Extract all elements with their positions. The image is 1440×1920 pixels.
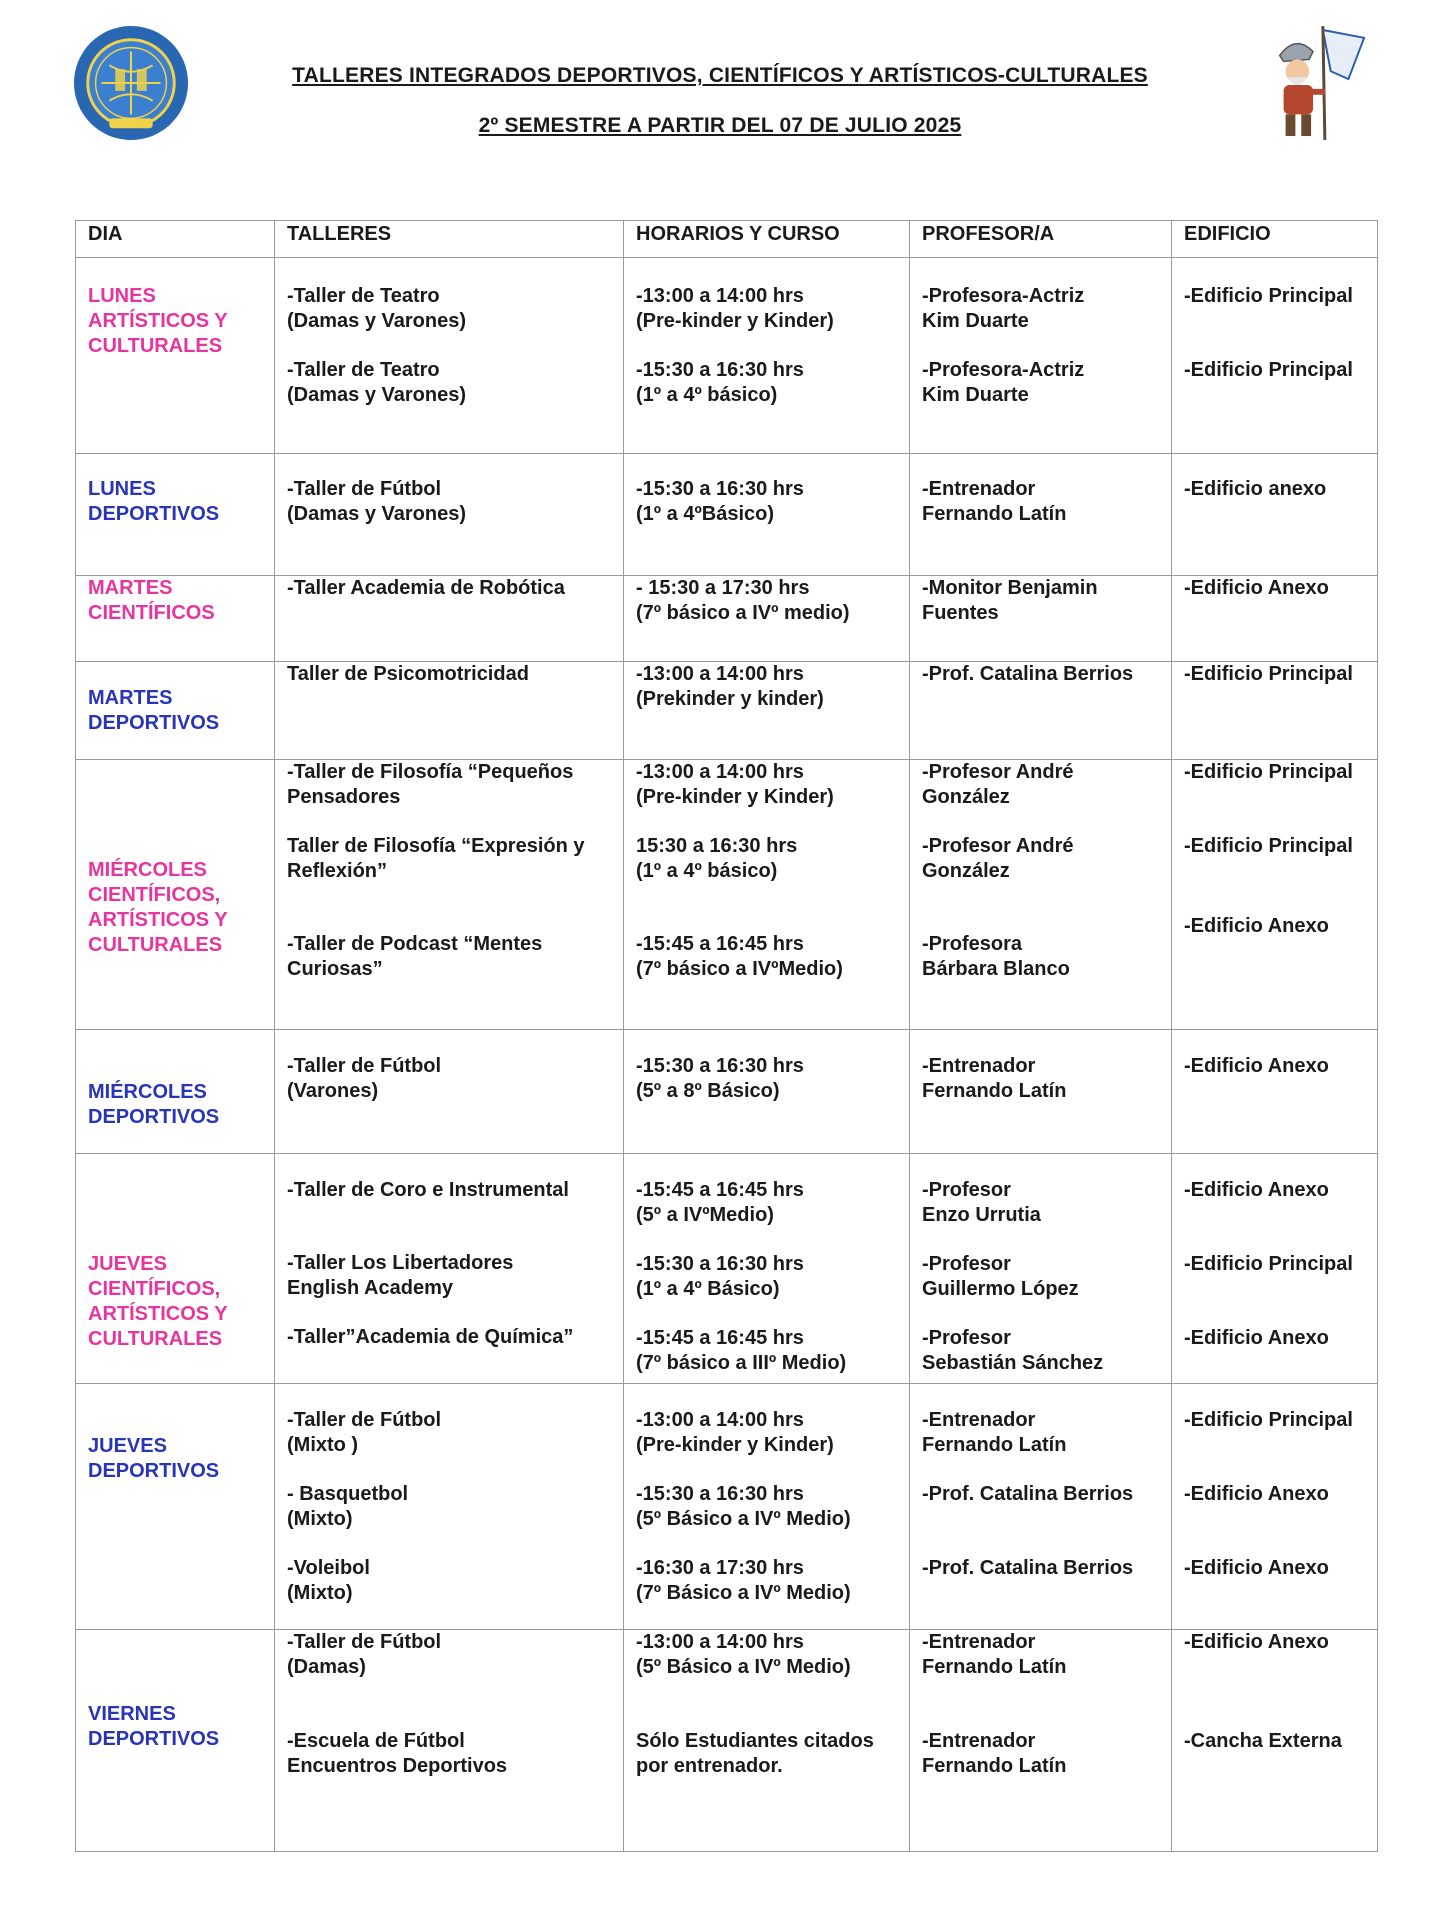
horario-text: -15:30 a 16:30 hrs (5º Básico a IVº Medio): [636, 1483, 851, 1530]
edificio-text: -Edificio Principal: [1184, 1409, 1353, 1431]
day-cell: JUEVES DEPORTIVOS: [76, 1384, 275, 1630]
day-cell: MARTES CIENTÍFICOS: [76, 576, 275, 662]
taller-text: -Taller de Coro e Instrumental: [287, 1179, 569, 1201]
horario-text: Sólo Estudiantes citados por entrenador.: [636, 1730, 874, 1777]
page-subtitle: 2º SEMESTRE A PARTIR DEL 07 DE JULIO 2025: [478, 114, 962, 137]
profesor-text: -Entrenador Fernando Latín: [922, 478, 1067, 525]
table-row: [76, 1154, 1378, 1384]
profesor-text: -Profesor Sebastián Sánchez: [922, 1327, 1104, 1374]
taller-text: Taller de Filosofía “Expresión y Reflexión”: [287, 835, 585, 882]
profesor-text: -Prof. Catalina Berrios: [922, 663, 1134, 685]
conquistador-mascot-logo: [1262, 22, 1370, 144]
taller-text: -Taller de Fútbol (Mixto ): [287, 1409, 442, 1456]
horario-text: -13:00 a 14:00 hrs (Prekinder y kinder): [636, 663, 824, 710]
edificio-text: -Edificio Principal: [1184, 761, 1353, 783]
taller-text: -Taller Academia de Robótica: [287, 577, 565, 599]
table-row: [76, 1030, 1378, 1154]
edificio-text: -Edificio Anexo: [1184, 1483, 1329, 1505]
taller-text: -Taller de Teatro (Damas y Varones): [287, 285, 466, 332]
page-title: TALLERES INTEGRADOS DEPORTIVOS, CIENTÍFICOS Y ARTÍSTICOS-CULTURALES: [292, 64, 1148, 87]
taller-text: -Taller de Filosofía “Pequeños Pensadores: [287, 761, 574, 808]
edificio-text: -Edificio Principal: [1184, 663, 1353, 685]
table-row: [76, 760, 1378, 1030]
taller-text: Taller de Psicomotricidad: [287, 663, 529, 685]
day-cell: VIERNES DEPORTIVOS: [76, 1630, 275, 1852]
edificio-text: -Edificio anexo: [1184, 478, 1327, 500]
horario-text: -13:00 a 14:00 hrs (Pre-kinder y Kinder): [636, 761, 834, 808]
profesor-text: -Monitor Benjamin Fuentes: [922, 577, 1098, 624]
horario-text: -15:45 a 16:45 hrs (7º básico a IIIº Medio): [636, 1327, 847, 1374]
edificio-text: -Edificio Anexo: [1184, 1179, 1329, 1201]
edificio-text: -Edificio Principal: [1184, 359, 1353, 381]
column-header-dia: DIA: [76, 221, 275, 258]
profesor-text: -Profesor André González: [922, 761, 1074, 808]
edificio-text: -Edificio Anexo: [1184, 915, 1329, 937]
taller-text: -Taller de Fútbol (Varones): [287, 1055, 442, 1102]
edificio-text: -Edificio Principal: [1184, 835, 1353, 857]
profesor-text: -Profesor Guillermo López: [922, 1253, 1079, 1300]
horario-text: -15:45 a 16:45 hrs (7º básico a IVºMedio): [636, 933, 843, 980]
horario-text: -15:30 a 16:30 hrs (1º a 4º básico): [636, 359, 804, 406]
day-cell: MARTES DEPORTIVOS: [76, 662, 275, 760]
taller-text: -Taller Los Libertadores English Academy: [287, 1252, 514, 1299]
workshop-schedule-table: [75, 220, 1378, 1852]
taller-text: -Taller de Podcast “Mentes Curiosas”: [287, 933, 543, 980]
table-row: [76, 576, 1378, 662]
day-cell: JUEVES CIENTÍFICOS, ARTÍSTICOS Y CULTURALES: [76, 1154, 275, 1384]
edificio-text: -Cancha Externa: [1184, 1730, 1342, 1752]
edificio-text: -Edificio Anexo: [1184, 577, 1329, 599]
horario-text: -15:30 a 16:30 hrs (5º a 8º Básico): [636, 1055, 804, 1102]
horario-text: -13:00 a 14:00 hrs (Pre-kinder y Kinder): [636, 1409, 834, 1456]
taller-text: -Taller de Fútbol (Damas y Varones): [287, 478, 466, 525]
horario-text: - 15:30 a 17:30 hrs (7º básico a IVº medio): [636, 577, 850, 624]
horario-text: -13:00 a 14:00 hrs (Pre-kinder y Kinder): [636, 285, 834, 332]
day-cell: LUNES DEPORTIVOS: [76, 454, 275, 576]
profesor-text: -Entrenador Fernando Latín: [922, 1409, 1067, 1456]
table-row: [76, 1384, 1378, 1630]
profesor-text: -Entrenador Fernando Latín: [922, 1730, 1067, 1777]
profesor-text: -Profesor Enzo Urrutia: [922, 1179, 1041, 1226]
horario-text: -15:45 a 16:45 hrs (5º a IVºMedio): [636, 1179, 804, 1226]
table-row: [76, 662, 1378, 760]
profesor-text: -Entrenador Fernando Latín: [922, 1055, 1067, 1102]
column-header-talleres: TALLERES: [275, 221, 624, 258]
taller-text: -Taller”Academia de Química”: [287, 1326, 574, 1348]
horario-text: -15:30 a 16:30 hrs (1º a 4ºBásico): [636, 478, 804, 525]
horario-text: -16:30 a 17:30 hrs (7º Básico a IVº Medio): [636, 1557, 851, 1604]
table-row: [76, 258, 1378, 454]
edificio-text: -Edificio Anexo: [1184, 1327, 1329, 1349]
profesor-text: -Profesora Bárbara Blanco: [922, 933, 1070, 980]
edificio-text: -Edificio Anexo: [1184, 1055, 1329, 1077]
taller-text: -Escuela de Fútbol Encuentros Deportivos: [287, 1730, 508, 1777]
profesor-text: -Entrenador Fernando Latín: [922, 1631, 1067, 1678]
table-header-row: [76, 221, 1378, 258]
column-header-edificio: EDIFICIO: [1172, 221, 1378, 258]
day-cell: MIÉRCOLES CIENTÍFICOS, ARTÍSTICOS Y CULTURALES: [76, 760, 275, 1030]
profesor-text: -Profesora-Actriz Kim Duarte: [922, 359, 1085, 406]
column-header-profesor: PROFESOR/A: [910, 221, 1172, 258]
profesor-text: -Profesor André González: [922, 835, 1074, 882]
taller-text: -Taller de Teatro (Damas y Varones): [287, 359, 466, 406]
horario-text: 15:30 a 16:30 hrs (1º a 4º básico): [636, 835, 798, 882]
table-row: [76, 1630, 1378, 1852]
edificio-text: -Edificio Anexo: [1184, 1557, 1329, 1579]
horario-text: -13:00 a 14:00 hrs (5º Básico a IVº Medio): [636, 1631, 851, 1678]
column-header-horarios: HORARIOS Y CURSO: [624, 221, 910, 258]
edificio-text: -Edificio Anexo: [1184, 1631, 1329, 1653]
profesor-text: -Profesora-Actriz Kim Duarte: [922, 285, 1085, 332]
day-cell: MIÉRCOLES DEPORTIVOS: [76, 1030, 275, 1154]
school-seal-logo: [72, 24, 190, 142]
taller-text: - Basquetbol (Mixto): [287, 1483, 409, 1530]
taller-text: -Taller de Fútbol (Damas): [287, 1631, 442, 1678]
profesor-text: -Prof. Catalina Berrios: [922, 1557, 1134, 1579]
edificio-text: -Edificio Principal: [1184, 285, 1353, 307]
profesor-text: -Prof. Catalina Berrios: [922, 1483, 1134, 1505]
table-row: [76, 454, 1378, 576]
taller-text: -Voleibol (Mixto): [287, 1557, 370, 1604]
day-cell: LUNES ARTÍSTICOS Y CULTURALES: [76, 258, 275, 454]
horario-text: -15:30 a 16:30 hrs (1º a 4º Básico): [636, 1253, 804, 1300]
edificio-text: -Edificio Principal: [1184, 1253, 1353, 1275]
